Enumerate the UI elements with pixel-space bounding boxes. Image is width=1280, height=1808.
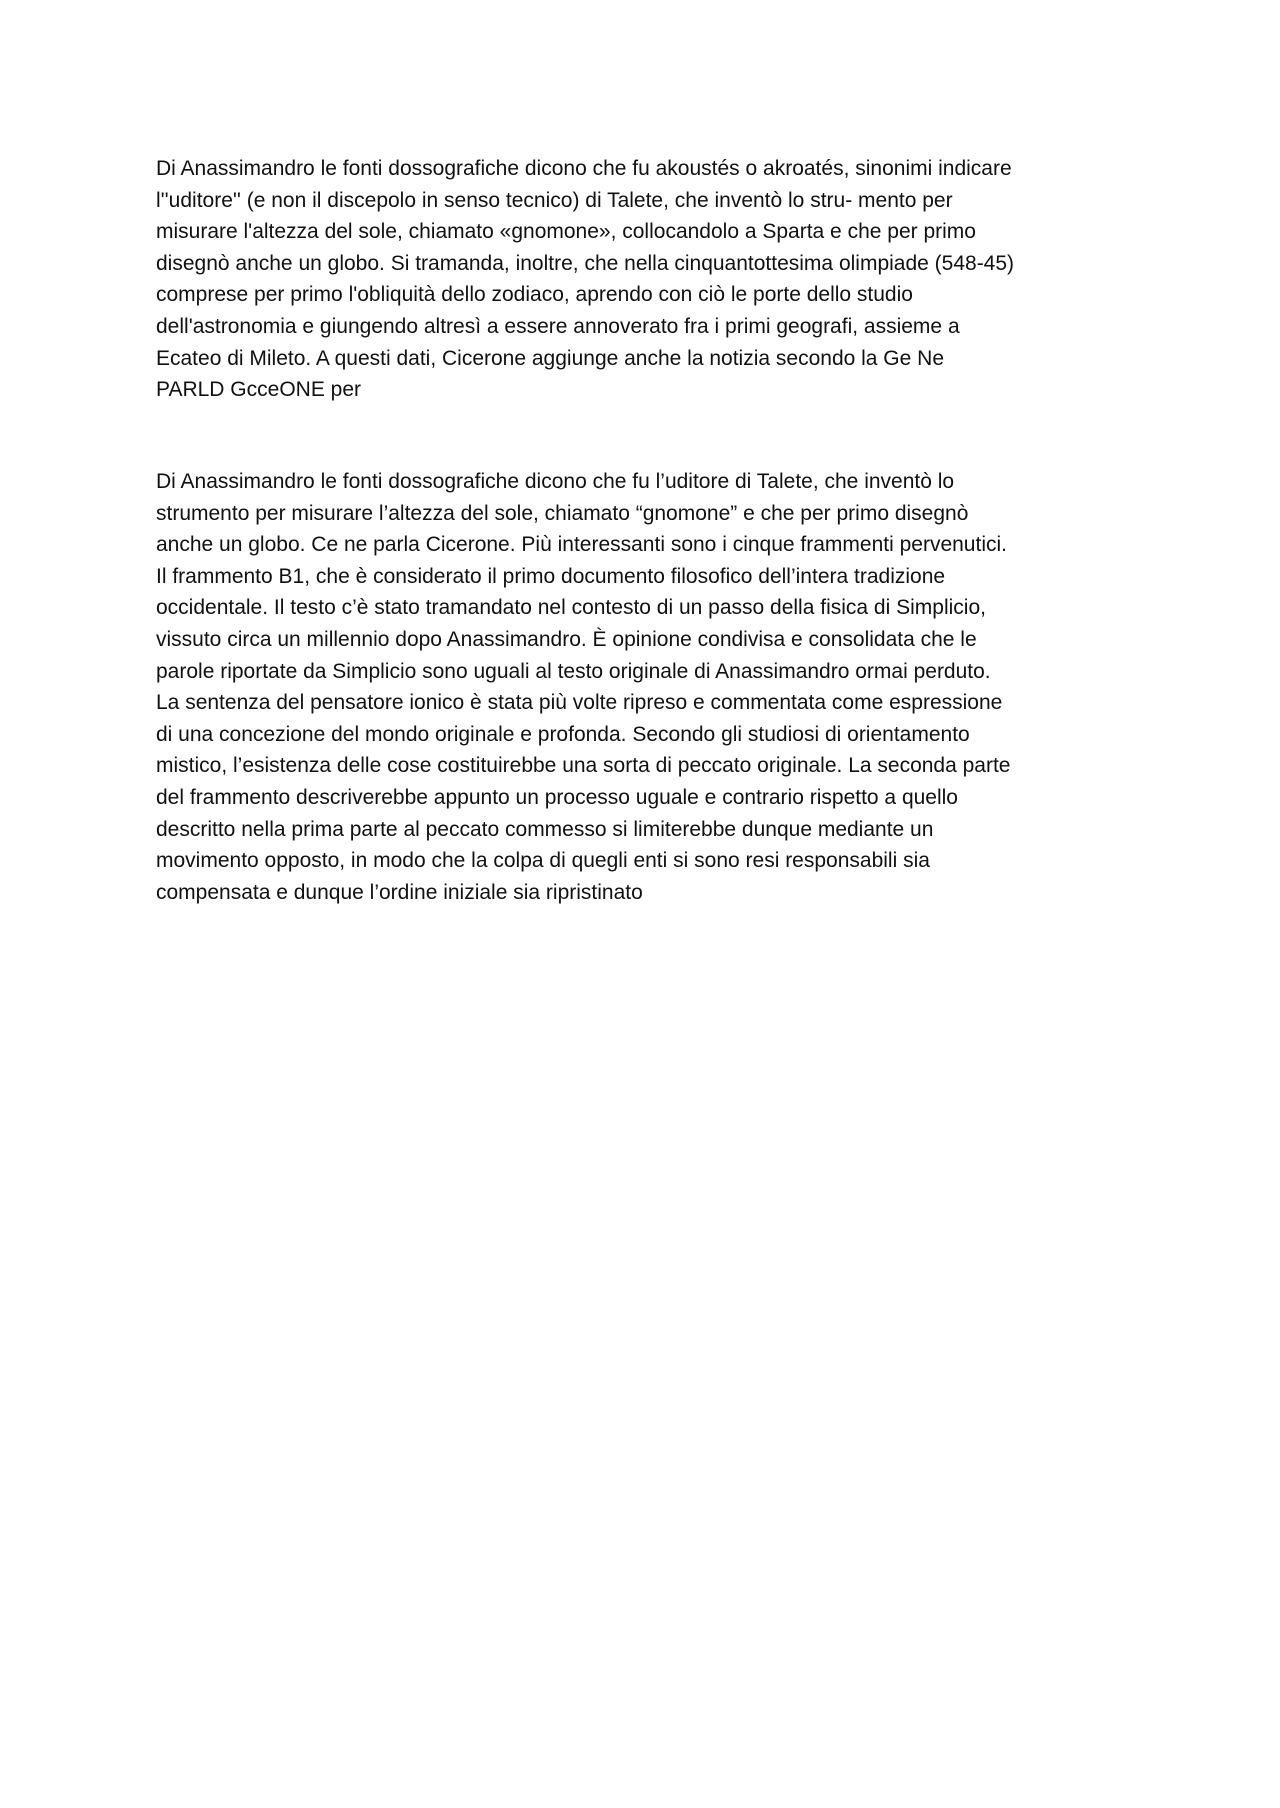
paragraph-line: di una concezione del mondo originale e profonda. Secondo gli studiosi di orientamento: [156, 722, 970, 746]
paragraph-line: PARLD GcceONE per: [156, 378, 362, 402]
paragraph-line: Il frammento B1, che è considerato il primo documento filosofico dell’intera tradizione: [156, 564, 946, 588]
paragraph-line: Di Anassimandro le fonti dossografiche dicono che fu akoustés o akroatés, sinonimi indicare: [156, 157, 1012, 180]
paragraph-line: occidentale. Il testo c’è stato tramandato nel contesto di un passo della fisica di Simplicio,: [156, 596, 986, 620]
paragraph-line: movimento opposto, in modo che la colpa di quegli enti si sono resi responsabili sia: [156, 849, 930, 873]
paragraph-line: Ecateo di Mileto. A questi dati, Cicerone aggiunge anche la notizia secondo la Ge Ne: [156, 346, 945, 370]
paragraph-line: disegnò anche un globo. Si tramanda, inoltre, che nella cinquantottesima olimpiade (548-45): [156, 251, 1015, 275]
paragraph-line: del frammento descriverebbe appunto un processo uguale e contrario rispetto a quello: [156, 785, 958, 809]
paragraph-line: La sentenza del pensatore ionico è stata più volte ripreso e commentata come espressione: [156, 691, 1003, 715]
paragraph-line: misurare l'altezza del sole, chiamato «gnomone», collocandolo a Sparta e che per primo: [156, 220, 976, 244]
paragraph-line: compensata e dunque l’ordine iniziale sia ripristinato: [156, 880, 643, 904]
paragraph-line: mistico, l’esistenza delle cose costituirebbe una sorta di peccato originale. La seconda parte: [156, 754, 1011, 778]
paragraph-line: comprese per primo l'obliquità dello zodiaco, aprendo con ciò le porte dello studio: [156, 283, 913, 307]
paragraph-2: [156, 466, 1136, 908]
paragraph-line: anche un globo. Ce ne parla Cicerone. Più interessanti sono i cinque frammenti pervenutici.: [156, 533, 1007, 557]
paragraph-line: l''uditore'' (e non il discepolo in senso tecnico) di Talete, che inventò lo stru- mento per: [156, 188, 953, 212]
paragraph-line: vissuto circa un millennio dopo Anassimandro. È opinione condivisa e consolidata che le: [156, 627, 977, 651]
paragraph-1: [156, 153, 1136, 406]
paragraph-line: descritto nella prima parte al peccato commesso si limiterebbe dunque mediante un: [156, 817, 934, 841]
paragraph-line: strumento per misurare l’altezza del sole, chiamato “gnomone” e che per primo disegnò: [156, 501, 969, 525]
paragraph-line: dell'astronomia e giungendo altresì a essere annoverato fra i primi geografi, assieme a: [156, 314, 960, 338]
paragraph-line: Di Anassimandro le fonti dossografiche dicono che fu l’uditore di Talete, che inventò lo: [156, 470, 955, 493]
paragraph-line: parole riportate da Simplicio sono uguali al testo originale di Anassimandro ormai perduto.: [156, 659, 991, 683]
